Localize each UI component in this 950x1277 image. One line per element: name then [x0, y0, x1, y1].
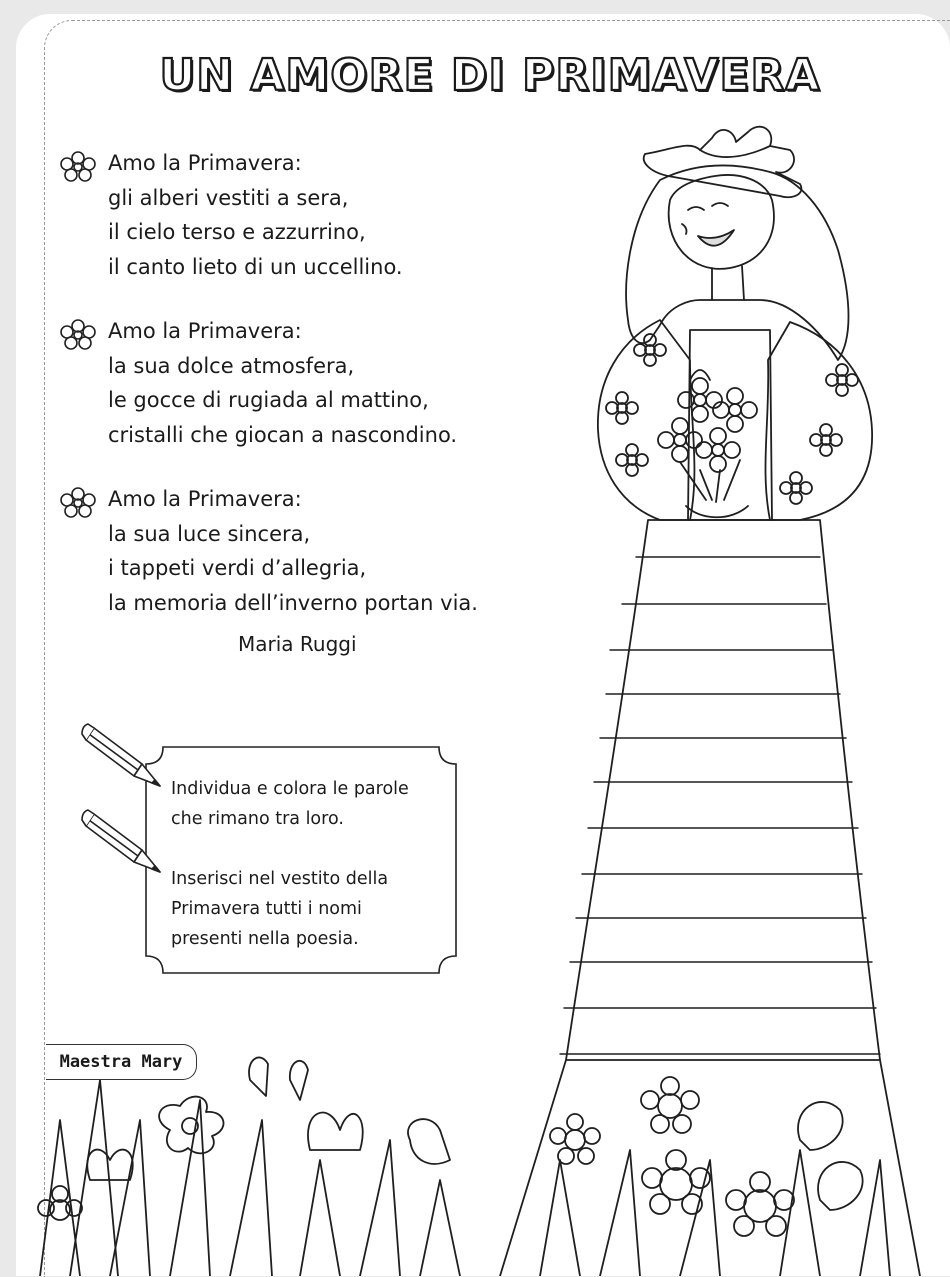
instruction-line: Inserisci nel vestito della — [171, 869, 389, 889]
instruction-line: presenti nella poesia. — [171, 929, 359, 949]
poem-line: cristalli che giocan a nascondino. — [108, 422, 458, 447]
instruction-line: Individua e colora le parole — [171, 779, 409, 799]
page-title: UN AMORE DI PRIMAVERA — [159, 50, 821, 101]
crown — [644, 127, 802, 198]
poem-line: la sua luce sincera, — [108, 521, 311, 546]
poem-line: Amo la Primavera: — [108, 319, 302, 343]
poem-line: Amo la Primavera: — [108, 151, 302, 175]
dress — [566, 520, 880, 1060]
poem-line: i tappeti verdi d’allegria, — [108, 556, 367, 580]
instruction-line: che rimano tra loro. — [171, 809, 344, 829]
poem-line: la memoria dell’inverno portan via. — [108, 590, 478, 615]
instruction-line: Primavera tutti i nomi — [171, 899, 362, 919]
meadow-grass — [40, 1080, 890, 1276]
poem-author: Maria Ruggi — [238, 632, 357, 656]
poem-line: la sua dolce atmosfera, — [108, 353, 355, 378]
poem-line: il cielo terso e azzurrino, — [108, 220, 366, 244]
right-sleeve — [765, 322, 872, 520]
poem-line: gli alberi vestiti a sera, — [108, 185, 349, 210]
poem-line: le gocce di rugiada al mattino, — [108, 388, 429, 412]
bouquet — [658, 370, 757, 517]
brand-label: Maestra Mary — [46, 1044, 197, 1080]
face — [669, 175, 774, 269]
meadow-flowers — [38, 1057, 863, 1236]
poem-line: il canto lieto di un uccellino. — [108, 254, 403, 279]
poem-line: Amo la Primavera: — [108, 487, 302, 511]
